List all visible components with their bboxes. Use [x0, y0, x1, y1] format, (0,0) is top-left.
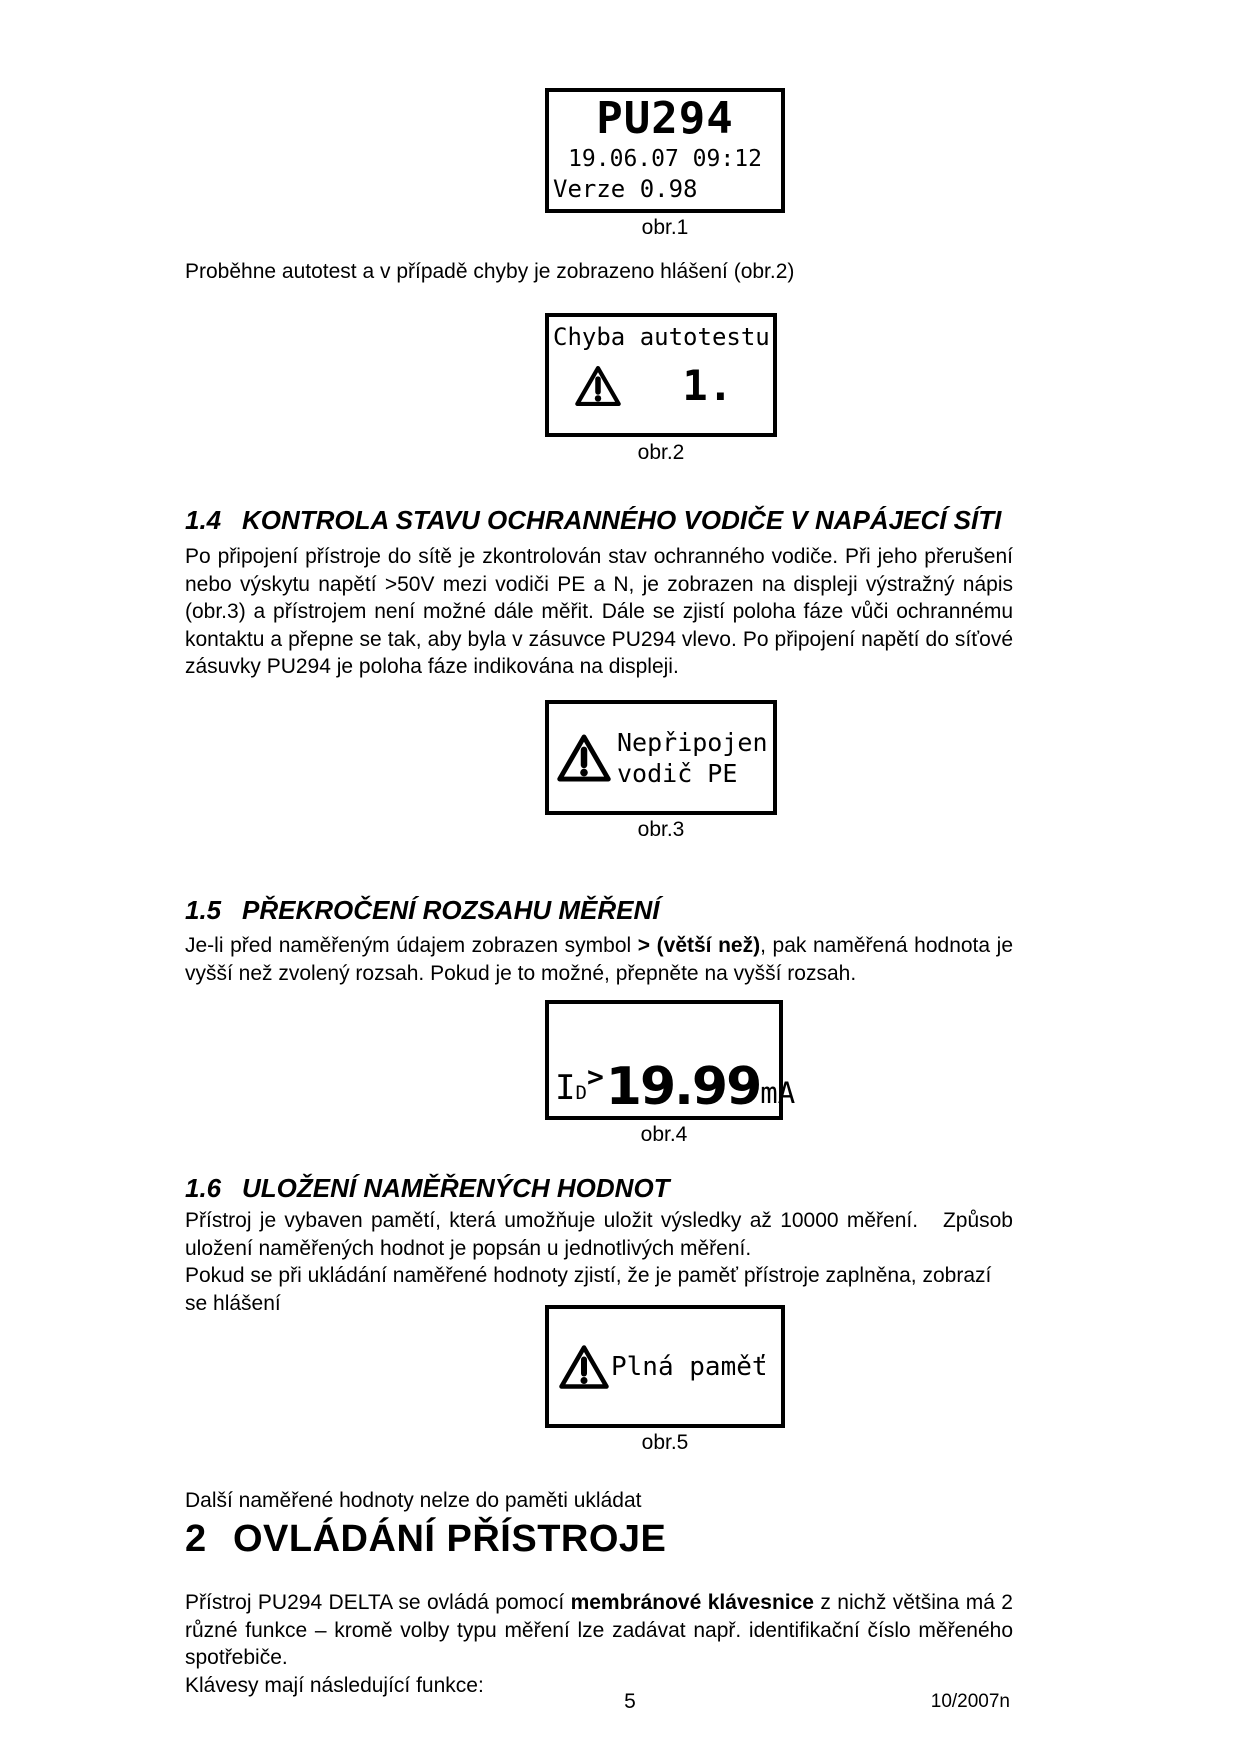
autotest-error-row	[549, 353, 773, 410]
pe-warning-line1: Nepřipojen	[617, 727, 768, 757]
chapter-2-text-start: Přístroj PU294 DELTA se ovládá pomocí	[185, 1591, 571, 1614]
chapter-2-title: OVLÁDÁNÍ PŘÍSTROJE	[233, 1518, 667, 1560]
quantity-subscript: D	[575, 1082, 587, 1104]
pe-warning-line2: vodič PE	[617, 758, 738, 788]
section-1-5-title: PŘEKROČENÍ ROZSAHU MĚŘENÍ	[242, 895, 660, 925]
section-1-4-heading	[185, 505, 1001, 536]
warning-icon	[559, 1344, 609, 1390]
memory-full-note: Další naměřené hodnoty nelze do paměti ukládat	[185, 1489, 642, 1512]
chapter-2-paragraph-2: Klávesy mají následující funkce:	[185, 1673, 484, 1697]
chapter-2-paragraph-1	[185, 1589, 1013, 1672]
figure-caption-obr1: obr.1	[641, 216, 689, 239]
quantity-letter: I	[555, 1068, 576, 1108]
figure-caption-obr3: obr.3	[637, 818, 685, 841]
section-1-6-number: 1.6	[185, 1173, 222, 1203]
section-1-6-paragraphs	[185, 1207, 1013, 1317]
footer-page-number: 5	[624, 1690, 636, 1713]
figure-obr4-lcd-display	[545, 1000, 796, 1120]
autotest-intro-paragraph: Proběhne autotest a v případě chyby je zobrazeno hlášení (obr.2)	[185, 260, 795, 283]
warning-icon	[575, 365, 621, 407]
warning-icon	[557, 733, 611, 783]
section-1-5-text-start: Je-li před naměřeným údajem zobrazen symbol	[185, 934, 638, 957]
figure-caption-obr5: obr.5	[641, 1431, 689, 1454]
chapter-2-number: 2	[185, 1518, 207, 1560]
section-1-6-paragraph-1: Přístroj je vybaven pamětí, která umožňuje uložit výsledky až 10000 měření. Způsob uložení naměřených hodnot je popsán u jednotlivých měření.	[185, 1209, 1013, 1260]
greater-than-bold-text: > (větší než)	[637, 934, 761, 957]
device-datetime-text: 19.06.07 09:12	[568, 146, 762, 172]
measured-value-text: 19.99	[605, 1057, 761, 1117]
chapter-2-heading	[185, 1518, 666, 1561]
section-1-4-title: KONTROLA STAVU OCHRANNÉHO VODIČE V NAPÁJECÍ SÍTI	[242, 505, 1002, 535]
device-model-text: PU294	[596, 93, 734, 144]
section-1-4-paragraph: Po připojení přístroje do sítě je zkontrolován stav ochranného vodiče. Při jeho přerušení nebo výskytu napětí >50V mezi vodiči PE a N, je zobrazen na displeji výstražný nápis (obr.3) a přístrojem není možné dále měřit. Dále se zjistí poloha fáze vůči ochrannému kontaktu a přepne se tak, aby byla v zásuvce PU294 vlevo. Po připojení napětí do síťové zásuvky PU294 je poloha fáze indikována na displeji.	[185, 545, 1013, 678]
measurement-unit-text: mA	[760, 1076, 796, 1110]
footer-doc-code: 10/2007n	[930, 1691, 1010, 1712]
overrange-symbol: >	[586, 1060, 604, 1093]
chapter-2-text-end: z nichž většina má 2 různé funkce – kromě volby typu měření lze zadávat např. identifikační číslo měřeného spotřebiče.	[185, 1591, 1013, 1669]
measured-quantity-symbol	[555, 1068, 587, 1108]
chapter-2-paragraphs	[185, 1589, 1013, 1699]
section-1-6-title: ULOŽENÍ NAMĚŘENÝCH HODNOT	[242, 1173, 670, 1203]
section-1-4-number: 1.4	[185, 505, 222, 535]
section-1-5-text-end: , pak naměřená hodnota je vyšší než zvolený rozsah. Pokud je to možné, přepněte na vyšší rozsah.	[185, 934, 1014, 985]
figure-obr2-lcd-display	[545, 313, 777, 437]
section-1-5-number: 1.5	[185, 895, 222, 925]
autotest-error-message: Chyba autotestu	[553, 323, 770, 351]
firmware-version-text: Verze 0.98	[553, 175, 698, 203]
figure-obr3-lcd-display	[545, 700, 777, 815]
section-1-6-paragraph-2: Pokud se při ukládání naměřené hodnoty zjistí, že je paměť přístroje zaplněna, zobrazí se hlášení	[185, 1264, 992, 1315]
section-1-5-paragraph	[185, 932, 1013, 987]
figure-obr5-lcd-display	[545, 1305, 785, 1428]
figure-obr1-lcd-display	[545, 88, 785, 213]
error-number-text: 1.	[682, 361, 733, 410]
memory-full-message: Plná paměť	[611, 1351, 768, 1382]
pe-warning-text	[617, 727, 768, 789]
section-1-5-heading	[185, 895, 659, 926]
overrange-value-group	[586, 1057, 761, 1117]
figure-caption-obr4: obr.4	[640, 1123, 688, 1146]
membrane-keyboard-bold-text: membránové klávesnice	[570, 1591, 814, 1614]
figure-caption-obr2: obr.2	[637, 441, 685, 464]
section-1-6-heading	[185, 1173, 670, 1204]
